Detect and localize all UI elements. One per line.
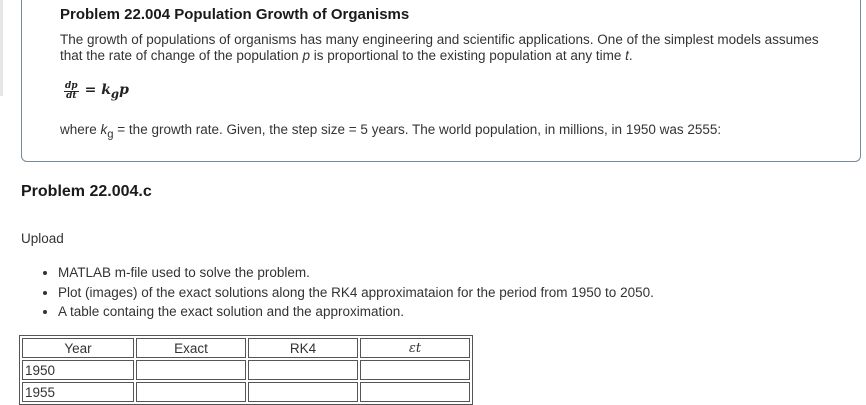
- table-row: [22, 360, 470, 380]
- cell-error[interactable]: [360, 382, 470, 402]
- left-gutter: [0, 0, 3, 96]
- cell-exact[interactable]: [136, 382, 246, 402]
- description-part1: The growth of populations of organisms has many engineering and scientific applications. One of the simplest models assumes that the rate of change of the population: [60, 32, 819, 63]
- cell-rk4[interactable]: [248, 360, 358, 380]
- where-var-sub: g: [107, 128, 114, 141]
- list-item: • MATLAB m-file used to solve the problem.: [58, 263, 654, 283]
- description-var-t: t: [625, 48, 629, 63]
- upload-requirements-list: [42, 263, 654, 322]
- equation-rhs: [85, 82, 129, 101]
- section-title: Problem 22.004.c: [21, 183, 152, 200]
- growth-equation: [64, 82, 129, 101]
- description-var-p: p: [302, 48, 310, 63]
- table-row: [22, 382, 470, 402]
- where-statement: [60, 122, 721, 141]
- equation-rhs-k: = k: [84, 82, 111, 99]
- header-rk4: RK4: [248, 338, 358, 358]
- equation-rhs-p: p: [119, 82, 129, 99]
- cell-rk4[interactable]: [248, 382, 358, 402]
- cell-exact[interactable]: [136, 360, 246, 380]
- where-var-k: k: [100, 122, 108, 137]
- problem-title: Problem 22.004 Population Growth of Organisms: [60, 6, 410, 23]
- results-table: [19, 335, 473, 405]
- upload-label: Upload: [21, 231, 64, 246]
- table-header-row: [22, 338, 470, 358]
- header-exact: Exact: [136, 338, 246, 358]
- derivative-fraction: [64, 82, 79, 101]
- where-prefix: where: [60, 122, 101, 137]
- cell-year: 1955: [22, 382, 134, 402]
- header-year: Year: [22, 338, 134, 358]
- fraction-numerator: dp: [65, 81, 78, 91]
- description-end: .: [628, 48, 633, 63]
- problem-description: [60, 32, 820, 64]
- cell-year: 1950: [22, 360, 134, 380]
- where-rest: = the growth rate. Given, the step size = 5 years. The world population, in millions, in 1950 was 2555:: [113, 122, 722, 137]
- list-item: • Plot (images) of the exact solutions along the RK4 approximataion for the period from 1950 to 2050.: [58, 283, 654, 303]
- equation-rhs-sub: g: [110, 86, 120, 101]
- header-error: εt: [360, 338, 470, 358]
- list-item: • A table containg the exact solution and the approximation.: [58, 302, 654, 322]
- cell-error[interactable]: [360, 360, 470, 380]
- description-part2: is proportional to the existing population at any time: [309, 48, 626, 63]
- fraction-denominator: dt: [66, 91, 77, 101]
